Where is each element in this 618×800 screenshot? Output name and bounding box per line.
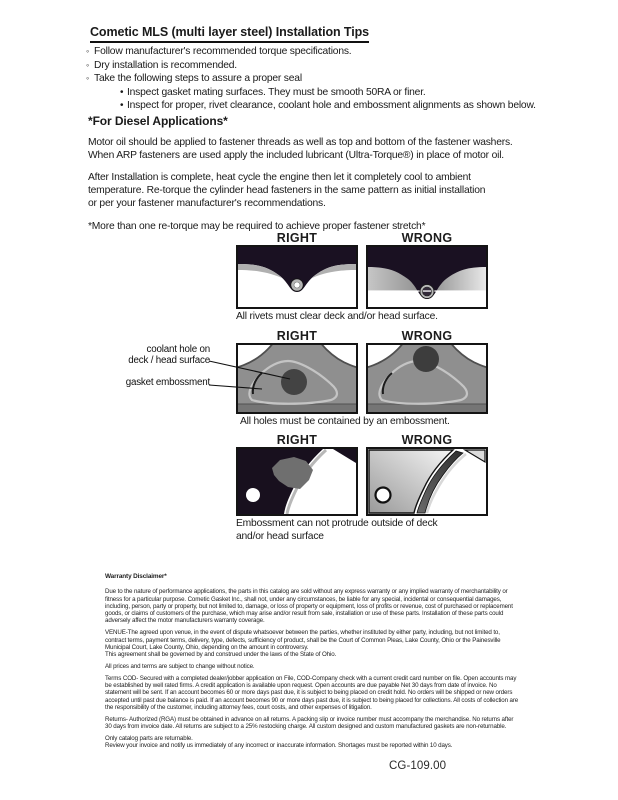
embossment-wrong-illustration xyxy=(368,449,486,514)
rivet-clearance-right-illustration xyxy=(238,247,356,307)
rivet-right-diagram xyxy=(236,245,358,309)
wrong-label: WRONG xyxy=(401,433,453,447)
list-item: ◦ Take the following steps to assure a proper seal xyxy=(86,72,536,86)
list-sub-item: • Inspect for proper, rivet clearance, coolant hole and embossment alignments as shown below. xyxy=(86,99,536,113)
legal-paragraph: Only catalog parts are returnable. xyxy=(105,734,193,742)
legal-paragraph: Due to the nature of performance applications, the parts in this catalog are sold without any express warranty or any implied warranty of merchantability or fitness for a particular purpose. Cometic Gasket Inc., shall not, under any circumstances, be liable for any special, incidental or consequential damages, including, person, party or property, but not limited to, damage, or loss of property or equipment, loss of profits or revenue, cost of purchased or replacement goods, or claims of customers of the purchase, which may arise and/or result from sale, installation or use of these parts. Installation of these parts could adversely affect the motor manufacturers warranty coverage. xyxy=(105,588,513,625)
rivet-clearance-wrong-illustration xyxy=(368,247,486,307)
legal-paragraph: This agreement shall be governed by and construed under the laws of the State of Ohio. xyxy=(105,651,337,659)
wrong-label: WRONG xyxy=(401,329,453,343)
gasket-embossment-annotation: gasket embossment xyxy=(125,377,210,388)
coolant-hole-wrong-illustration xyxy=(368,345,486,412)
embossment-right-diagram xyxy=(236,447,358,516)
embossment-wrong-diagram xyxy=(366,447,488,516)
legal-heading: Warranty Disclaimer* xyxy=(105,573,167,580)
section-heading: *For Diesel Applications* xyxy=(88,114,228,128)
legal-paragraph: Returns- Authorized (RGA) must be obtained in advance on all returns. A packing slip or invoice number must accompany the merchandise. No returns after 30 days from invoice date. All returns are subject to a 25% restocking charge. All custom designed and custom manufactured gaskets are non-returnable. xyxy=(105,715,514,731)
warranty-disclaimer-block xyxy=(105,573,519,749)
rivet-wrong-diagram xyxy=(366,245,488,309)
rivet-caption: All rivets must clear deck and/or head surface. xyxy=(236,311,438,322)
list-item: ◦ Follow manufacturer's recommended torque specifications. xyxy=(86,45,536,59)
installation-tips-list xyxy=(86,45,536,113)
legal-paragraph: Terms COD- Secured with a completed dealer/jobber application on File, COD-Company check with a current credit card number on file. Open accounts may be established by well rated firms. A credit application is available upon request. Open accounts are due payable Net 30 days from date of invoice. No statement will be sent. If an account becomes 60 or more days past due, it is subject to being placed on credit hold. No orders will be shipped or new orders accepted until past due balance is paid. If an account becomes 90 or more days past due, it is subject to being placed for collections. All costs of collection are the responsibility of the customer, including attorney fees, court costs, and other expenses of litigation. xyxy=(105,674,519,711)
embossment-diagram-pair xyxy=(236,433,488,543)
legal-paragraph: VENUE-The agreed upon venue, in the event of dispute whatsoever between the parties, whether instituted by either party, including, but not limited to, contract terms, payment terms, delivery, type, defects, sufficiency of product, shall be the Court of Common Pleas, Lake County, Ohio or the Painesville Municipal Court, Lake County, Ohio, depending on the amount in controversy. xyxy=(105,629,501,651)
coolant-hole-annotation: coolant hole on deck / head surface xyxy=(128,344,210,366)
annotation-leader-lines xyxy=(205,356,300,396)
embossment-caption: Embossment can not protrude outside of deck and/or head surface xyxy=(236,518,438,542)
holes-caption: All holes must be contained by an embossment. xyxy=(240,416,450,427)
right-label: RIGHT xyxy=(276,231,318,245)
rivet-diagram-pair xyxy=(236,231,488,324)
legal-paragraph: All prices and terms are subject to change without notice. xyxy=(105,662,255,670)
page-part-number: CG-109.00 xyxy=(389,760,447,772)
right-label: RIGHT xyxy=(276,329,318,343)
right-label: RIGHT xyxy=(276,433,318,447)
list-sub-item: • Inspect gasket mating surfaces. They must be smooth 50RA or finer. xyxy=(86,86,536,100)
page-title: Cometic MLS (multi layer steel) Installation Tips xyxy=(90,25,369,43)
list-item: ◦ Dry installation is recommended. xyxy=(86,59,536,73)
coolant-hole-wrong-diagram xyxy=(366,343,488,414)
paragraph: Motor oil should be applied to fastener threads as well as top and bottom of the fastener washers. When ARP fasteners are used apply the included lubricant (Ultra-Torque®) in place of motor oil. xyxy=(88,136,513,161)
retorque-note: *More than one re-torque may be required to achieve proper fastener stretch* xyxy=(88,220,426,232)
legal-paragraph: Review your invoice and notify us immediately of any incorrect or inaccurate information. Shortages must be reported within 10 days. xyxy=(105,742,453,750)
diesel-section xyxy=(88,114,513,233)
paragraph: After Installation is complete, heat cycle the engine then let it completely cool to ambient temperature. Re-torque the cylinder head fasteners in the same pattern as initial installation or per your fastener manufacturer's recommendations. xyxy=(88,171,486,210)
embossment-right-illustration xyxy=(238,449,356,514)
wrong-label: WRONG xyxy=(401,231,453,245)
